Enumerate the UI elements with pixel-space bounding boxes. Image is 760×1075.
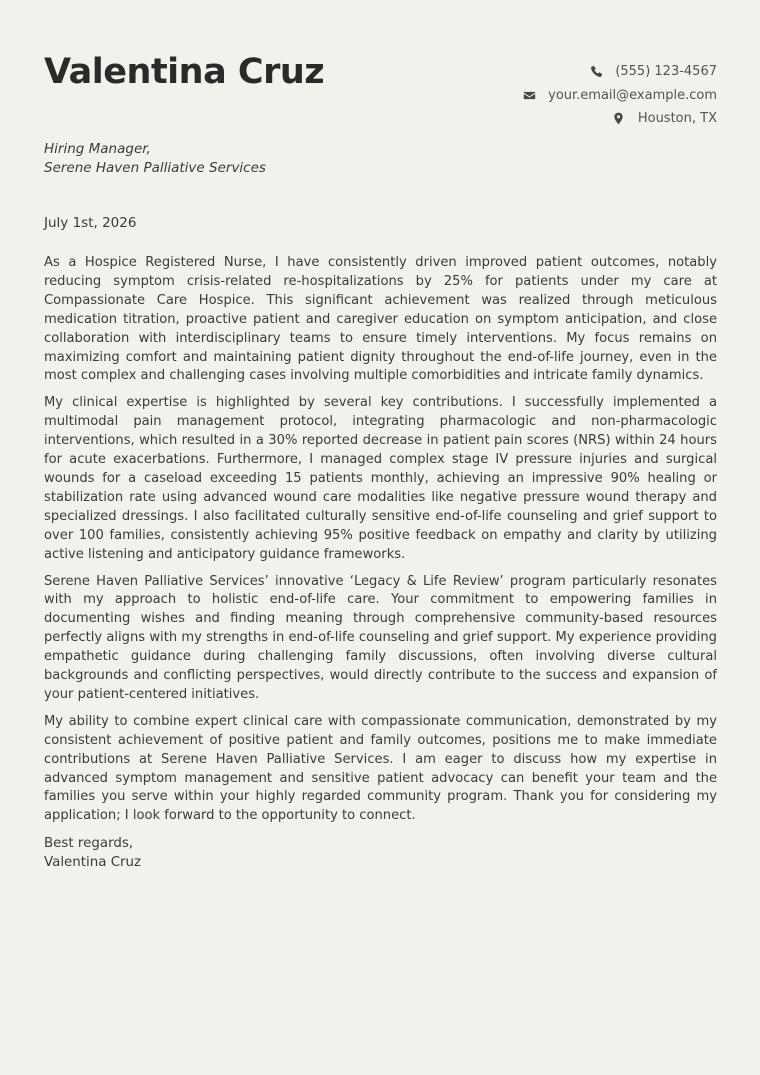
letter-content: [44, 0, 717, 1075]
envelope-icon: [522, 88, 536, 102]
contact-location-row: [522, 107, 717, 131]
contact-location: Houston, TX: [637, 111, 717, 127]
body-paragraph: My ability to combine expert clinical care with compassionate communication, demonstrated by my consistent achievement of positive patient and family outcomes, positions me to make immediate contributions at Serene Haven Palliative Services. I am eager to discuss how my expertise in advanced symptom management and sensitive patient advocacy can benefit your team and the families you serve within your highly regarded community program. Thank you for considering my application; I look forward to the opportunity to connect.: [44, 713, 717, 824]
recipient-organization: Serene Haven Palliative Services: [44, 160, 266, 176]
map-pin-icon: [612, 112, 626, 126]
recipient-block: [44, 140, 266, 178]
contact-phone-row: [522, 60, 717, 84]
body-paragraph: Serene Haven Palliative Services’ innovative ‘Legacy & Life Review’ program particularly resonates with my approach to holistic end-of-life care. Your commitment to empowering families in documenting wishes and finding meaning through comprehensive community-based resources perfectly aligns with my strengths in end-of-life counseling and grief support. My experience providing empathetic guidance during challenging family discussions, often involving diverse cultural backgrounds and conflicting perspectives, would directly contribute to the success and expansion of your patient-centered initiatives.: [44, 573, 717, 702]
closing-salutation: Best regards,: [44, 836, 134, 852]
letter-body: [44, 254, 717, 872]
contact-email: your.email@example.com: [548, 87, 717, 103]
contact-phone: (555) 123-4567: [615, 64, 717, 80]
applicant-name: Valentina Cruz: [44, 52, 325, 92]
body-paragraph: My clinical expertise is highlighted by several key contributions. I successfully implemented a multimodal pain management protocol, integrating pharmacologic and non-pharmacologic interventions, which resulted in a 30% reported decrease in patient pain scores (NRS) within 24 hours for acute exacerbations. Furthermore, I managed complex stage IV pressure injuries and surgical wounds for a caseload exceeding 15 patients monthly, achieving an impressive 90% healing or stabilization rate using advanced wound care modalities like negative pressure wound therapy and specialized dressings. I also facilitated culturally sensitive end-of-life counseling and grief support to over 100 families, consistently achieving 95% positive feedback on empathy and clarity by utilizing active listening and anticipatory guidance frameworks.: [44, 395, 717, 562]
phone-icon: [589, 65, 603, 79]
contact-email-row: [522, 84, 717, 108]
letter-date: July 1st, 2026: [44, 215, 137, 231]
contact-block: [522, 60, 717, 131]
body-paragraph: As a Hospice Registered Nurse, I have consistently driven improved patient outcomes, notably reducing symptom crisis-related re-hospitalizations by 25% for patients under my care at Compassionate Care Hospice. This significant achievement was realized through meticulous medication titration, proactive patient and caregiver education on symptom anticipation, and close collaboration with interdisciplinary teams to ensure timely interventions. My focus remains on maximizing comfort and maintaining patient dignity throughout the end-of-life journey, even in the most complex and challenging cases involving multiple comorbidities and intricate family dynamics.: [44, 255, 717, 384]
closing-signature: Valentina Cruz: [44, 855, 142, 871]
recipient-title: Hiring Manager,: [44, 141, 151, 157]
